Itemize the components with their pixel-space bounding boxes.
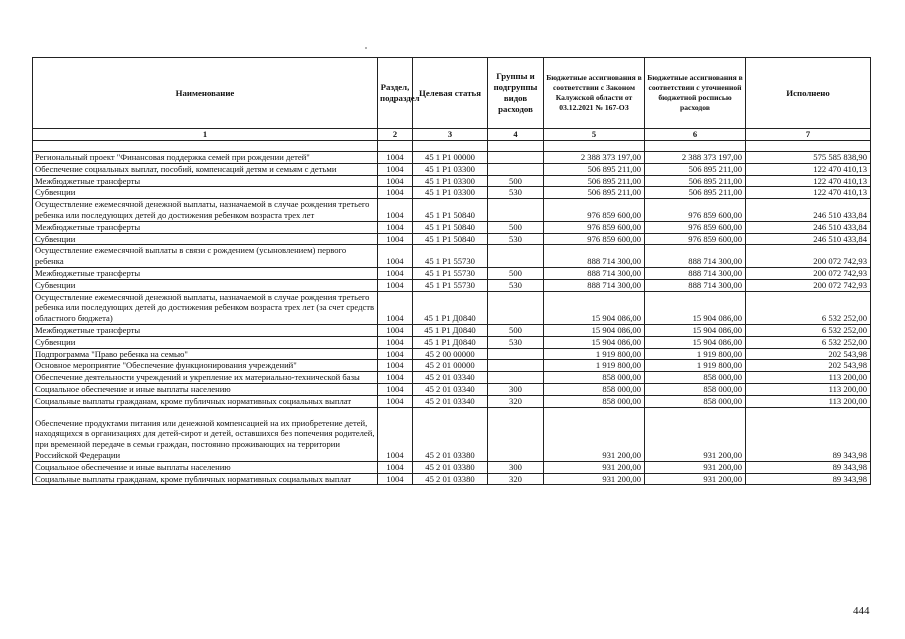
cell-budget-law: 858 000,00 [544, 395, 645, 407]
column-number: 1 [33, 129, 378, 141]
cell-group: 530 [488, 279, 544, 291]
cell-budget-refined: 858 000,00 [645, 395, 746, 407]
header-name: Наименование [33, 58, 378, 129]
cell-group [488, 152, 544, 164]
cell-budget-refined: 506 895 211,00 [645, 175, 746, 187]
cell-group: 500 [488, 221, 544, 233]
cell-section: 1004 [378, 360, 413, 372]
cell-name: Подпрограмма "Право ребенка на семью" [33, 348, 378, 360]
cell-group: 300 [488, 461, 544, 473]
cell-target: 45 1 P1 03300 [413, 175, 488, 187]
cell-budget-refined: 931 200,00 [645, 461, 746, 473]
cell-target: 45 1 P1 50840 [413, 199, 488, 222]
cell-budget-refined: 858 000,00 [645, 372, 746, 384]
cell-executed: 200 072 742,93 [746, 279, 871, 291]
cell-executed: 202 543,98 [746, 348, 871, 360]
table-row [33, 336, 871, 348]
table-row [33, 279, 871, 291]
cell-budget-refined: 888 714 300,00 [645, 245, 746, 268]
cell-section: 1004 [378, 348, 413, 360]
table-row [33, 199, 871, 222]
header-budget-law: Бюджетные ассигнования в соответствии с Законом Калужской области от 03.12.2021 № 167-ОЗ [544, 58, 645, 129]
cell-target: 45 2 01 03340 [413, 383, 488, 395]
cell-executed: 200 072 742,93 [746, 267, 871, 279]
cell-budget-law: 15 904 086,00 [544, 291, 645, 324]
page-number: 444 [853, 605, 870, 617]
cell-target: 45 1 P1 Д0840 [413, 336, 488, 348]
cell-section: 1004 [378, 395, 413, 407]
cell-target: 45 1 P1 50840 [413, 233, 488, 245]
cell-group [488, 407, 544, 461]
header-budget-refined: Бюджетные ассигнования в соответствии с уточненной бюджетной росписью расходов [645, 58, 746, 129]
cell-target: 45 1 P1 55730 [413, 245, 488, 268]
cell-section: 1004 [378, 336, 413, 348]
cell-budget-law: 506 895 211,00 [544, 175, 645, 187]
table-row [33, 267, 871, 279]
table-row [33, 407, 871, 461]
cell-executed: 202 543,98 [746, 360, 871, 372]
cell-budget-law: 1 919 800,00 [544, 360, 645, 372]
cell-name: Межбюджетные трансферты [33, 221, 378, 233]
cell-section: 1004 [378, 461, 413, 473]
cell-section: 1004 [378, 221, 413, 233]
cell-budget-law: 15 904 086,00 [544, 336, 645, 348]
cell-section: 1004 [378, 233, 413, 245]
cell-name: Осуществление ежемесячной выплаты в связи с рождением (усыновлением) первого ребенка [33, 245, 378, 268]
cell-section: 1004 [378, 279, 413, 291]
cell-name: Межбюджетные трансферты [33, 175, 378, 187]
cell-section: 1004 [378, 199, 413, 222]
budget-execution-table-container [32, 57, 870, 485]
table-row [33, 473, 871, 485]
cell-executed: 575 585 838,90 [746, 152, 871, 164]
cell-budget-law: 888 714 300,00 [544, 245, 645, 268]
cell-executed: 200 072 742,93 [746, 245, 871, 268]
column-number-row [33, 129, 871, 141]
cell-name: Осуществление ежемесячной денежной выплаты, назначаемой в случае рождения третьего ребенка или последующих детей до достижения ребенком возраста трех лет [33, 199, 378, 222]
cell-budget-refined: 976 859 600,00 [645, 199, 746, 222]
header-row [33, 58, 871, 129]
cell-budget-refined: 976 859 600,00 [645, 221, 746, 233]
cell-budget-law: 888 714 300,00 [544, 267, 645, 279]
cell-executed: 122 470 410,13 [746, 187, 871, 199]
cell-executed: 89 343,98 [746, 461, 871, 473]
cell-name: Межбюджетные трансферты [33, 267, 378, 279]
cell-budget-refined: 15 904 086,00 [645, 291, 746, 324]
table-row [33, 348, 871, 360]
cell-group: 530 [488, 233, 544, 245]
cell-name: Субвенции [33, 233, 378, 245]
cell-executed: 246 510 433,84 [746, 221, 871, 233]
cell-target: 45 1 P1 Д0840 [413, 291, 488, 324]
column-number: 3 [413, 129, 488, 141]
cell-budget-law: 976 859 600,00 [544, 199, 645, 222]
cell-budget-law: 976 859 600,00 [544, 233, 645, 245]
cell-group: 500 [488, 267, 544, 279]
cell-section: 1004 [378, 152, 413, 164]
cell-section: 1004 [378, 324, 413, 336]
cell-target: 45 2 01 03380 [413, 473, 488, 485]
cell-group [488, 360, 544, 372]
cell-budget-law: 931 200,00 [544, 473, 645, 485]
cell-executed: 122 470 410,13 [746, 175, 871, 187]
cell-executed: 113 200,00 [746, 372, 871, 384]
cell-budget-refined: 888 714 300,00 [645, 267, 746, 279]
cell-budget-refined: 858 000,00 [645, 383, 746, 395]
cell-budget-law: 931 200,00 [544, 461, 645, 473]
cell-section: 1004 [378, 175, 413, 187]
cell-executed: 6 532 252,00 [746, 336, 871, 348]
cell-budget-refined: 15 904 086,00 [645, 336, 746, 348]
cell-section: 1004 [378, 245, 413, 268]
cell-group [488, 163, 544, 175]
header-group: Группы и подгруппы видов расходов [488, 58, 544, 129]
cell-budget-refined: 931 200,00 [645, 473, 746, 485]
cell-budget-law: 888 714 300,00 [544, 279, 645, 291]
cell-budget-law: 506 895 211,00 [544, 163, 645, 175]
cell-group [488, 372, 544, 384]
header-executed: Исполнено [746, 58, 871, 129]
cell-group [488, 291, 544, 324]
cell-name: Обеспечение социальных выплат, пособий, компенсаций детям и семьям с детьми [33, 163, 378, 175]
cell-budget-refined: 1 919 800,00 [645, 360, 746, 372]
cell-section: 1004 [378, 372, 413, 384]
cell-budget-refined: 506 895 211,00 [645, 163, 746, 175]
cell-budget-law: 931 200,00 [544, 407, 645, 461]
table-row [33, 461, 871, 473]
cell-target: 45 2 01 03380 [413, 407, 488, 461]
cell-name: Осуществление ежемесячной денежной выплаты, назначаемой в случае рождения третьего ребенка или последующих детей до достижения ребенком возраста трех лет (за счет средств областного бюджета) [33, 291, 378, 324]
cell-name: Социальные выплаты гражданам, кроме публичных нормативных социальных выплат [33, 395, 378, 407]
cell-budget-refined: 976 859 600,00 [645, 233, 746, 245]
cell-target: 45 1 P1 55730 [413, 267, 488, 279]
cell-section: 1004 [378, 267, 413, 279]
cell-executed: 6 532 252,00 [746, 291, 871, 324]
cell-executed: 113 200,00 [746, 383, 871, 395]
cell-target: 45 2 00 00000 [413, 348, 488, 360]
cell-name: Социальное обеспечение и иные выплаты населению [33, 383, 378, 395]
table-row [33, 163, 871, 175]
table-row [33, 221, 871, 233]
cell-name: Основное мероприятие "Обеспечение функционирования учреждений" [33, 360, 378, 372]
cell-target: 45 1 P1 Д0840 [413, 324, 488, 336]
cell-target: 45 2 01 03340 [413, 372, 488, 384]
header-section: Раздел, подраздел [378, 58, 413, 129]
cell-target: 45 2 01 03380 [413, 461, 488, 473]
cell-group: 530 [488, 187, 544, 199]
table-row [33, 324, 871, 336]
cell-budget-law: 2 388 373 197,00 [544, 152, 645, 164]
scan-speck [365, 47, 367, 49]
cell-target: 45 1 P1 50840 [413, 221, 488, 233]
cell-target: 45 2 01 03340 [413, 395, 488, 407]
budget-execution-table [32, 57, 871, 485]
table-row [33, 291, 871, 324]
cell-executed: 113 200,00 [746, 395, 871, 407]
spacer-row [33, 141, 871, 152]
cell-target: 45 1 P1 00000 [413, 152, 488, 164]
column-number: 6 [645, 129, 746, 141]
cell-budget-refined: 15 904 086,00 [645, 324, 746, 336]
cell-name: Межбюджетные трансферты [33, 324, 378, 336]
cell-executed: 246 510 433,84 [746, 233, 871, 245]
cell-group [488, 245, 544, 268]
cell-budget-law: 1 919 800,00 [544, 348, 645, 360]
cell-section: 1004 [378, 163, 413, 175]
cell-budget-refined: 931 200,00 [645, 407, 746, 461]
column-number: 2 [378, 129, 413, 141]
cell-section: 1004 [378, 407, 413, 461]
cell-target: 45 1 P1 03300 [413, 187, 488, 199]
cell-name: Субвенции [33, 187, 378, 199]
table-body [33, 141, 871, 485]
cell-name: Обеспечение деятельности учреждений и укрепление их материально-технической базы [33, 372, 378, 384]
table-row [33, 360, 871, 372]
cell-group: 500 [488, 175, 544, 187]
cell-executed: 246 510 433,84 [746, 199, 871, 222]
cell-group: 530 [488, 336, 544, 348]
cell-section: 1004 [378, 473, 413, 485]
table-row [33, 245, 871, 268]
table-row [33, 383, 871, 395]
cell-budget-refined: 2 388 373 197,00 [645, 152, 746, 164]
cell-name: Обеспечение продуктами питания или денежной компенсацией на их приобретение детей, находящихся в организациях для детей-сирот и детей, оставшихся без попечения родителей, при временной передаче в семьи граждан, постоянно проживающих на территории Российской Федерации [33, 407, 378, 461]
cell-target: 45 1 P1 03300 [413, 163, 488, 175]
cell-name: Субвенции [33, 336, 378, 348]
table-row [33, 187, 871, 199]
cell-group: 320 [488, 395, 544, 407]
cell-name: Социальные выплаты гражданам, кроме публичных нормативных социальных выплат [33, 473, 378, 485]
cell-executed: 6 532 252,00 [746, 324, 871, 336]
cell-section: 1004 [378, 383, 413, 395]
cell-target: 45 2 01 00000 [413, 360, 488, 372]
cell-budget-law: 858 000,00 [544, 383, 645, 395]
cell-budget-law: 506 895 211,00 [544, 187, 645, 199]
column-number: 4 [488, 129, 544, 141]
cell-group [488, 199, 544, 222]
cell-group [488, 348, 544, 360]
cell-group: 320 [488, 473, 544, 485]
table-row [33, 152, 871, 164]
cell-executed: 89 343,98 [746, 407, 871, 461]
cell-budget-refined: 1 919 800,00 [645, 348, 746, 360]
cell-executed: 89 343,98 [746, 473, 871, 485]
header-target: Целевая статья [413, 58, 488, 129]
cell-section: 1004 [378, 187, 413, 199]
cell-executed: 122 470 410,13 [746, 163, 871, 175]
cell-budget-law: 858 000,00 [544, 372, 645, 384]
cell-name: Социальное обеспечение и иные выплаты населению [33, 461, 378, 473]
table-row [33, 175, 871, 187]
cell-name: Региональный проект "Финансовая поддержка семей при рождении детей" [33, 152, 378, 164]
cell-budget-law: 976 859 600,00 [544, 221, 645, 233]
column-number: 5 [544, 129, 645, 141]
cell-group: 500 [488, 324, 544, 336]
cell-group: 300 [488, 383, 544, 395]
table-row [33, 233, 871, 245]
table-row [33, 372, 871, 384]
cell-budget-law: 15 904 086,00 [544, 324, 645, 336]
cell-name: Субвенции [33, 279, 378, 291]
cell-budget-refined: 506 895 211,00 [645, 187, 746, 199]
cell-section: 1004 [378, 291, 413, 324]
cell-target: 45 1 P1 55730 [413, 279, 488, 291]
column-number: 7 [746, 129, 871, 141]
cell-budget-refined: 888 714 300,00 [645, 279, 746, 291]
table-row [33, 395, 871, 407]
